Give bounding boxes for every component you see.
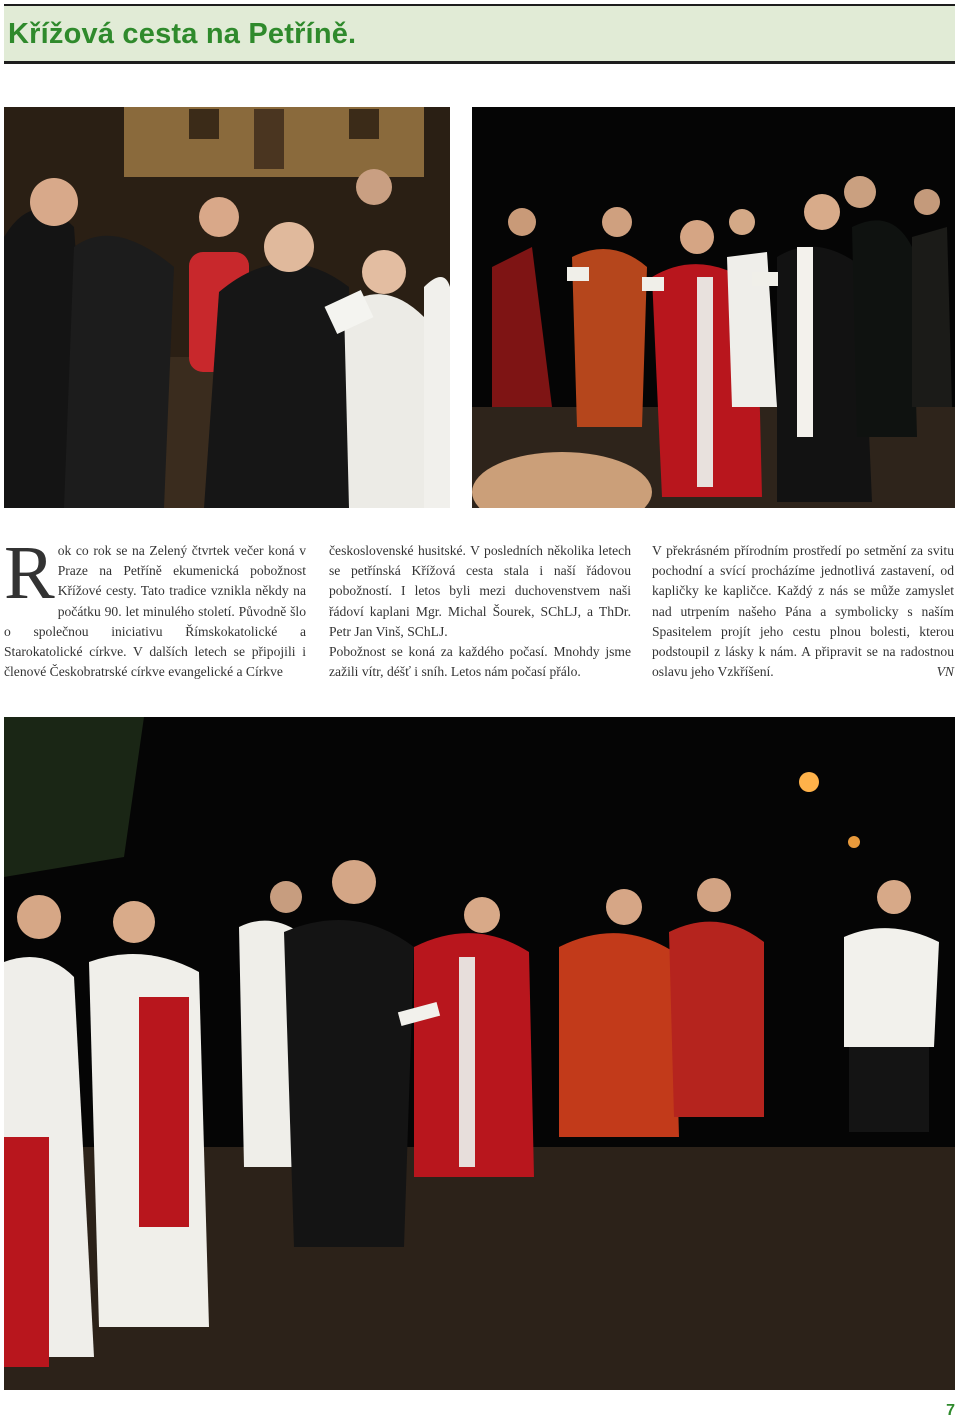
- article-text: ok co rok se na Zelený čtvrtek večer koná v Praze na Petříně ekumenická pobožnost Křížové cesty. Tato tradice vznikla někdy na počátku 90. let minulého století. Původně šlo o společnou iniciativu Římskokatolické a Starokatolické církve. V dalších letech se připojili i členové Českobratrské církve evangelické a Církve: [4, 543, 306, 680]
- drop-cap: R: [4, 531, 55, 615]
- article-paragraph: Pobožnost se koná za každého počasí. Mnohdy jsme zažili vítr, déšť i sníh. Letos nám počasí přálo.: [329, 644, 631, 680]
- article-column-3: [652, 541, 954, 682]
- author-signature: VN: [936, 664, 954, 680]
- article-column-1: [4, 531, 306, 682]
- article-column-2: [329, 541, 631, 682]
- photo-procession-icon: [4, 717, 955, 1390]
- article-text: V překrásném přírodním prostředí po setmění za svitu pochodní a svící procházíme jednotlivá zastavení, od kapličky ke kapličce. Každý z nás se může zamyslet nad utrpením našeho Pána a symbolicky s naším Spasitelem projít jeho cestu plnou bolesti, kterou podstoupil z lásky k nám. A připravit se na radostnou oslavu jeho Vzkříšení.: [652, 543, 954, 680]
- title-banner: [4, 4, 955, 64]
- photo-clergy-icon: [472, 107, 955, 508]
- article-paragraph: československé husitské. V posledních několika letech se petřínská Křížová cesta stala i naší řádovou pobožností. I letos byli mezi duchovenstvem naši řádoví kaplani Mgr. Michal Šourek, SChLJ, a ThDr. Petr Jan Vinš, SChLJ.: [329, 543, 631, 639]
- photo-crowd-icon: [4, 107, 450, 508]
- page-title: Křížová cesta na Petříně.: [8, 18, 357, 50]
- page-number: 7: [946, 1402, 955, 1419]
